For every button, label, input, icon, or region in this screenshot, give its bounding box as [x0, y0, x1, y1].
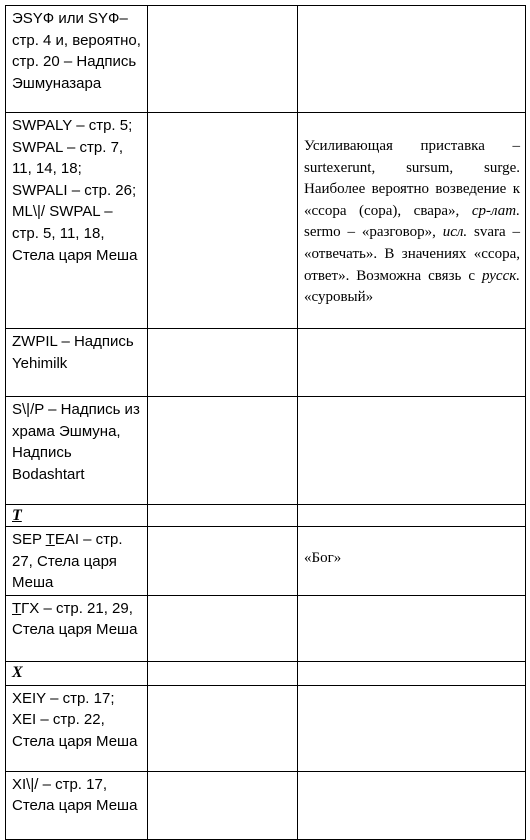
empty-cell — [148, 6, 298, 113]
term-line: SWPALI – стр. 26; — [12, 181, 137, 199]
section-letter: X — [12, 663, 23, 681]
term-underlined: T — [12, 599, 22, 617]
note-italic: русск. — [481, 267, 520, 284]
note-cell — [298, 771, 526, 839]
note-italic: ср-лат. — [471, 202, 520, 219]
term-text: XEIY – стр. 17; XEI – стр. 22, Стела царя Меша — [12, 689, 138, 750]
term-fragment: EAI – стр. 27, Стела царя Меша — [12, 531, 123, 592]
note-cell — [298, 113, 526, 329]
table-row — [6, 527, 526, 596]
empty-cell — [148, 661, 298, 685]
empty-cell — [148, 505, 298, 527]
term-text: S\|/P – Надпись из храма Эшмуна, Надпись Bodashtart — [12, 401, 140, 483]
term-fragment: SEP — [12, 531, 46, 548]
note-fragment: sermo – «разговор», — [304, 224, 443, 241]
empty-cell — [298, 505, 526, 527]
note-cell — [298, 329, 526, 397]
term-cell — [6, 397, 148, 505]
empty-cell — [148, 771, 298, 839]
section-row — [6, 505, 526, 527]
section-letter: T — [12, 507, 22, 524]
term-text: XI\|/ – стр. 17, Стела царя Меша — [12, 775, 138, 815]
term-text — [12, 531, 123, 591]
term-cell — [6, 329, 148, 397]
term-cell — [6, 771, 148, 839]
note-cell — [298, 6, 526, 113]
note-cell — [298, 685, 526, 771]
empty-cell — [148, 527, 298, 596]
term-cell — [6, 595, 148, 661]
note-fragment: svara – «отвечать». В значениях «ссора, ответ». Возможна связь с — [304, 224, 520, 284]
table-row — [6, 595, 526, 661]
term-text — [12, 600, 137, 639]
note-text: «Бог» — [304, 550, 342, 566]
section-row — [6, 661, 526, 685]
note-fragment: Усиливающая приставка – surtexerunt, sursum, surge. Наиболее вероятно возведение к «ссора (сора), свара», — [304, 138, 520, 219]
term-cell — [6, 685, 148, 771]
term-fragment: ГX – стр. 21, 29, Стела царя Меша — [12, 599, 138, 639]
empty-cell — [148, 113, 298, 329]
term-cell — [6, 6, 148, 113]
term-line: SWPALY – стр. 5; — [12, 117, 133, 134]
empty-cell — [148, 685, 298, 771]
table-row — [6, 771, 526, 839]
note-cell — [298, 397, 526, 505]
table-row — [6, 685, 526, 771]
table-row — [6, 6, 526, 113]
term-text: ZWPIL – Надпись Yehimilk — [12, 333, 134, 372]
term-text: ЭSYФ или SYФ– стр. 4 и, вероятно, стр. 20 – Надпись Эшмуназара — [12, 10, 141, 92]
note-fragment: «суровый» — [304, 289, 374, 306]
empty-cell — [148, 595, 298, 661]
term-line: ML\|/ SWPAL – стр. 5, 11, 18, Стела царя Меша — [12, 203, 138, 264]
term-underlined: T — [45, 531, 55, 548]
table-row — [6, 397, 526, 505]
empty-cell — [148, 397, 298, 505]
empty-cell — [298, 661, 526, 685]
note-italic: исл. — [442, 224, 468, 241]
term-line: SWPAL – стр. 7, 11, 14, 18; — [12, 138, 124, 178]
table-row — [6, 113, 526, 329]
lexicon-table — [5, 5, 526, 840]
note-cell — [298, 527, 526, 596]
table-row — [6, 329, 526, 397]
term-cell — [6, 527, 148, 596]
section-header — [6, 661, 148, 685]
section-header — [6, 505, 148, 527]
term-cell — [6, 113, 148, 329]
note-text — [304, 115, 520, 309]
empty-cell — [148, 329, 298, 397]
note-cell — [298, 595, 526, 661]
